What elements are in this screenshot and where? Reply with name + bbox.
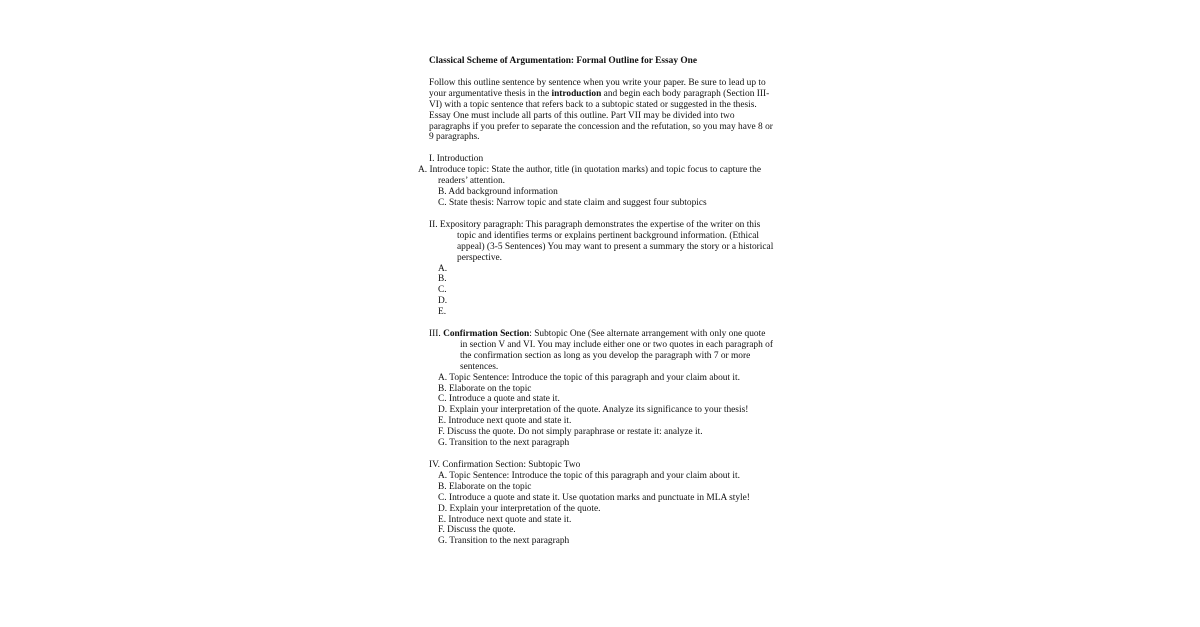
section-2-heading: II. Expository paragraph: This paragraph demonstrates the expertise of the writer on this topic and identifies terms or explains pertinent background information. (Ethical appeal) (3-5 Sentences) You may want to present a summary the story or a historical perspective. (429, 219, 774, 263)
section-4-item-f: F. Discuss the quote. (438, 525, 516, 536)
section-1-item-c: C. State thesis: Narrow topic and state claim and suggest four subtopics (438, 197, 707, 208)
section-2-item-a: A. (438, 263, 448, 274)
section-3-heading (429, 329, 774, 373)
section-2-item-d: D. (438, 296, 448, 307)
intro-text-b: and begin each body paragraph (Section III-VI) with a topic sentence that refers back to a subtopic stated or suggested in the thesis. (429, 88, 770, 110)
section-1-heading: I. Introduction (429, 154, 484, 165)
section-3-heading-prefix: III. (429, 329, 444, 340)
section-4-item-e: E. Introduce next quote and state it. (438, 514, 572, 525)
section-3-item-f: F. Discuss the quote. Do not simply paraphrase or restate it: analyze it. (438, 427, 703, 438)
document-page (418, 56, 774, 547)
section-1-item-b: B. Add background information (438, 187, 558, 198)
section-2-item-e: E. (438, 307, 447, 318)
section-3-item-b: B. Elaborate on the topic (438, 383, 532, 394)
section-4-item-d: D. Explain your interpretation of the quote. (438, 503, 601, 514)
section-4-item-b: B. Elaborate on the topic (438, 481, 532, 492)
section-3-item-c: C. Introduce a quote and state it. (438, 394, 560, 405)
section-3-heading-bold: Confirmation Section (443, 329, 530, 340)
document-title: Classical Scheme of Argumentation: Formal Outline for Essay One (429, 56, 698, 66)
intro-paragraph-1 (429, 78, 774, 111)
intro-bold-word: introduction (551, 88, 602, 99)
section-4-item-c: C. Introduce a quote and state it. Use quotation marks and punctuate in MLA style! (438, 492, 750, 503)
section-4-item-a: A. Topic Sentence: Introduce the topic of this paragraph and your claim about it. (438, 470, 740, 481)
section-4-heading: IV. Confirmation Section: Subtopic Two (429, 460, 581, 470)
section-2-item-c: C. (438, 285, 447, 296)
section-3-item-a: A. Topic Sentence: Introduce the topic of this paragraph and your claim about it. (438, 372, 740, 383)
section-3-item-g: G. Transition to the next paragraph (438, 438, 570, 449)
section-3-item-d: D. Explain your interpretation of the quote. Analyze its significance to your thesis! (438, 405, 749, 416)
intro-paragraph-2: Essay One must include all parts of this outline. Part VII may be divided into two paragraphs if you prefer to separate the concession and the refutation, so you may have 8 or 9 paragraphs. (429, 110, 773, 143)
intro-text-a: Follow this outline sentence by sentence when you write your paper. Be sure to lead up to your argumentative thesis in the (429, 77, 766, 99)
section-4-item-g: G. Transition to the next paragraph (438, 536, 570, 547)
section-3-item-e: E. Introduce next quote and state it. (438, 416, 572, 427)
section-2-item-b: B. (438, 274, 447, 285)
section-3-heading-rest: : Subtopic One (See alternate arrangement with only one quote in section V and VI. You may include either one or two quotes in each paragraph of the confirmation section as long as you develop the paragraph with 7 or more sentences. (460, 329, 773, 372)
section-1-item-a: A. Introduce topic: State the author, title (in quotation marks) and topic focus to capture the readers’ attention. (418, 165, 762, 187)
